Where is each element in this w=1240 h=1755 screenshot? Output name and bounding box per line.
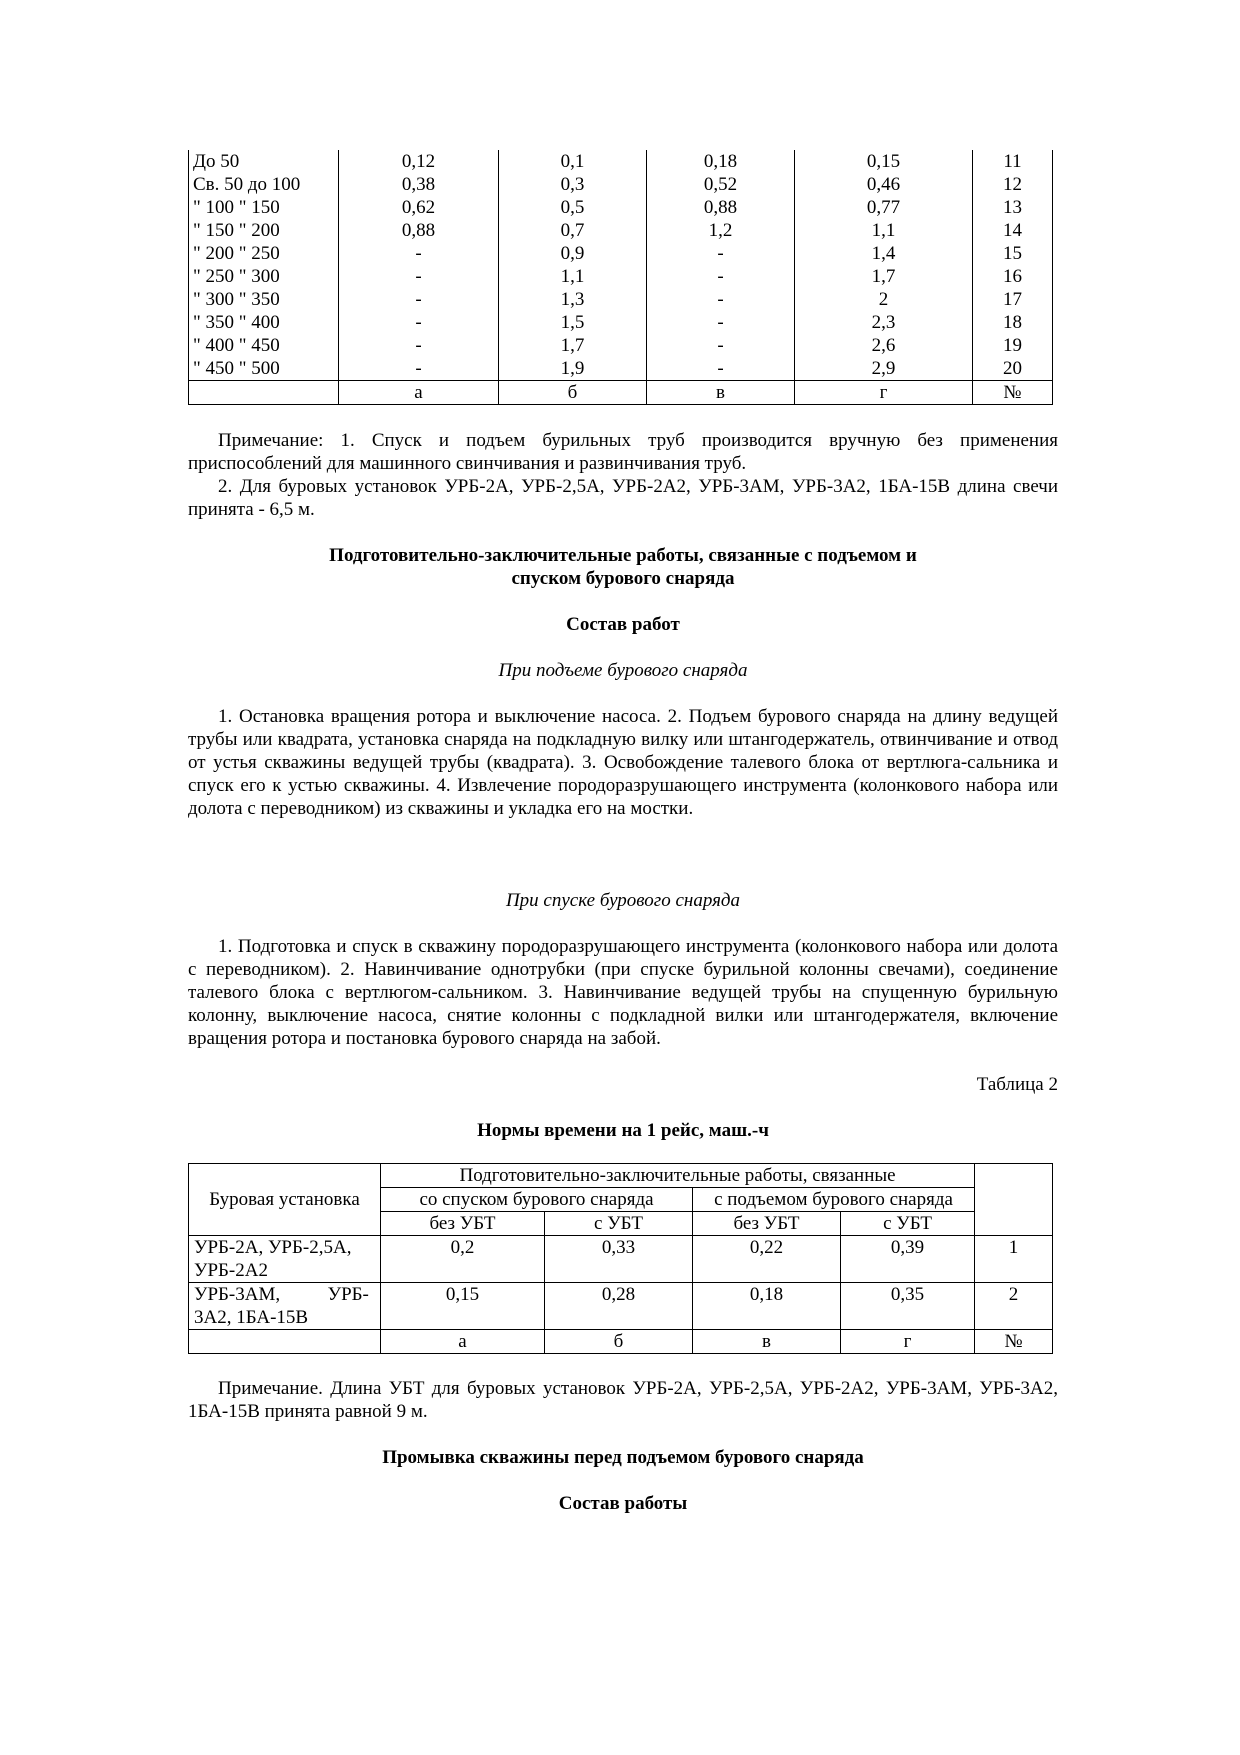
table-row xyxy=(189,288,1053,311)
row-number: 18 xyxy=(973,311,1053,334)
header-prep-works: Подготовительно-заключительные работы, связанные xyxy=(381,1164,975,1188)
header-with-ubt-1: с УБТ xyxy=(545,1212,693,1236)
column-letter-b: б xyxy=(499,381,647,405)
value-v: 1,2 xyxy=(647,219,795,242)
value-a: 0,38 xyxy=(339,173,499,196)
column-letter-g: г xyxy=(841,1330,975,1354)
value-g: 0,35 xyxy=(841,1283,975,1330)
value-b: 0,5 xyxy=(499,196,647,219)
row-number: 1 xyxy=(975,1236,1053,1283)
value-g: 1,1 xyxy=(795,219,973,242)
value-g: 2,6 xyxy=(795,334,973,357)
row-number: 13 xyxy=(973,196,1053,219)
value-b: 1,7 xyxy=(499,334,647,357)
value-b: 1,5 xyxy=(499,311,647,334)
lowering-description: 1. Подготовка и спуск в скважину породоразрушающего инструмента (колонкового набора или долота с переводником). 2. Навинчивание однотрубки (при спуске бурильной колонны свечами), соединение талевого блока с вертлюгом-сальником. 3. Навинчивание ведущей трубы на спущенную бурильную колонну, выключение насоса, снятие колонны с подкладной вилки или штангодержателя, включение вращения ротора и постановка бурового снаряда на забой. xyxy=(188,936,1058,1049)
value-v: 0,88 xyxy=(647,196,795,219)
value-g: 0,46 xyxy=(795,173,973,196)
range-cell: " 400 " 450 xyxy=(189,334,339,357)
rig-name-line-2: 3А2, 1БА-15В xyxy=(194,1307,309,1328)
column-letter-number: № xyxy=(973,381,1053,405)
value-b: 0,1 xyxy=(499,150,647,173)
value-g: 2,3 xyxy=(795,311,973,334)
table-row xyxy=(189,334,1053,357)
value-v: - xyxy=(647,288,795,311)
header-lowering: со спуском бурового снаряда xyxy=(381,1188,693,1212)
value-a: 0,2 xyxy=(381,1236,545,1283)
norms-table-continued xyxy=(188,150,1053,405)
time-norms-table xyxy=(188,1163,1053,1354)
row-number: 17 xyxy=(973,288,1053,311)
section-heading-line-1: Подготовительно-заключительные работы, связанные с подъемом и xyxy=(329,545,917,566)
rig-name-line-1: УРБ-3АМ, УРБ- xyxy=(194,1284,369,1305)
note-1-paragraph-2: 2. Для буровых установок УРБ-2А, УРБ-2,5А, УРБ-2А2, УРБ-3АМ, УРБ-3А2, 1БА-15В длина свечи принята - 6,5 м. xyxy=(188,476,1058,520)
column-letter-g: г xyxy=(795,381,973,405)
section-2-heading: Промывка скважины перед подъемом бурового снаряда xyxy=(382,1447,864,1468)
value-a: - xyxy=(339,357,499,381)
work-composition-heading: Состав работ xyxy=(566,614,680,635)
rig-name-cell xyxy=(189,1283,381,1330)
table-row xyxy=(189,265,1053,288)
range-cell: До 50 xyxy=(189,150,339,173)
value-b: 0,28 xyxy=(545,1283,693,1330)
letters-empty-cell xyxy=(189,1330,381,1354)
range-cell: " 300 " 350 xyxy=(189,288,339,311)
header-without-ubt-1: без УБТ xyxy=(381,1212,545,1236)
value-g: 1,4 xyxy=(795,242,973,265)
row-number: 15 xyxy=(973,242,1053,265)
section-2-work-composition: Состав работы xyxy=(558,1493,688,1514)
value-a: - xyxy=(339,334,499,357)
column-letter-a: а xyxy=(381,1330,545,1354)
value-b: 1,1 xyxy=(499,265,647,288)
row-number: 12 xyxy=(973,173,1053,196)
value-b: 0,3 xyxy=(499,173,647,196)
value-g: 1,7 xyxy=(795,265,973,288)
value-a: 0,88 xyxy=(339,219,499,242)
value-v: 0,52 xyxy=(647,173,795,196)
letters-empty-cell xyxy=(189,381,339,405)
section-heading-line-2: спуском бурового снаряда xyxy=(511,568,735,589)
value-v: 0,18 xyxy=(647,150,795,173)
value-b: 1,9 xyxy=(499,357,647,381)
column-letters-row xyxy=(189,381,1053,405)
table-row xyxy=(189,173,1053,196)
row-number: 16 xyxy=(973,265,1053,288)
table-2-title: Нормы времени на 1 рейс, маш.-ч xyxy=(477,1120,769,1141)
range-cell: " 200 " 250 xyxy=(189,242,339,265)
row-number: 11 xyxy=(973,150,1053,173)
table-2-label: Таблица 2 xyxy=(976,1074,1058,1095)
range-cell: " 350 " 400 xyxy=(189,311,339,334)
subheading-lowering: При спуске бурового снаряда xyxy=(505,890,741,911)
value-v: 0,22 xyxy=(693,1236,841,1283)
row-number: 19 xyxy=(973,334,1053,357)
value-a: 0,15 xyxy=(381,1283,545,1330)
value-a: - xyxy=(339,242,499,265)
table-row xyxy=(189,1283,1053,1330)
value-g: 2 xyxy=(795,288,973,311)
value-b: 0,7 xyxy=(499,219,647,242)
table-row xyxy=(189,357,1053,381)
range-cell: " 100 " 150 xyxy=(189,196,339,219)
table-row xyxy=(189,196,1053,219)
column-letter-a: а xyxy=(339,381,499,405)
column-letter-b: б xyxy=(545,1330,693,1354)
row-number: 20 xyxy=(973,357,1053,381)
row-number: 2 xyxy=(975,1283,1053,1330)
value-g: 0,39 xyxy=(841,1236,975,1283)
norms-table-body xyxy=(189,150,1053,405)
value-b: 0,33 xyxy=(545,1236,693,1283)
value-a: - xyxy=(339,311,499,334)
table-row xyxy=(189,311,1053,334)
column-letter-v: в xyxy=(693,1330,841,1354)
column-letters-row xyxy=(189,1330,1053,1354)
value-v: - xyxy=(647,242,795,265)
value-a: - xyxy=(339,288,499,311)
range-cell: Св. 50 до 100 xyxy=(189,173,339,196)
header-drilling-rig: Буровая установка xyxy=(189,1164,381,1236)
column-letter-number: № xyxy=(975,1330,1053,1354)
rig-name-line-2: УРБ-2А2 xyxy=(194,1260,268,1281)
value-a: - xyxy=(339,265,499,288)
row-number: 14 xyxy=(973,219,1053,242)
header-number-empty xyxy=(975,1164,1053,1236)
note-2-paragraph: Примечание. Длина УБТ для буровых установок УРБ-2А, УРБ-2,5А, УРБ-2А2, УРБ-3АМ, УРБ-3А2, 1БА-15В принята равной 9 м. xyxy=(188,1378,1058,1422)
table-row xyxy=(189,219,1053,242)
subheading-lifting: При подъеме бурового снаряда xyxy=(498,660,748,681)
value-v: - xyxy=(647,357,795,381)
range-cell: " 150 " 200 xyxy=(189,219,339,242)
header-without-ubt-2: без УБТ xyxy=(693,1212,841,1236)
value-a: 0,62 xyxy=(339,196,499,219)
range-cell: " 450 " 500 xyxy=(189,357,339,381)
value-g: 2,9 xyxy=(795,357,973,381)
value-v: 0,18 xyxy=(693,1283,841,1330)
lifting-description: 1. Остановка вращения ротора и выключение насоса. 2. Подъем бурового снаряда на длину ведущей трубы или квадрата, установка снаряда на подкладную вилку или штангодержатель, отвинчивание и отвод от устья скважины ведущей трубы (квадрата). 3. Освобождение талевого блока от вертлюга-сальника и спуск его к устью скважины. 4. Извлечение породоразрушающего инструмента (колонкового набора или долота с переводником) из скважины и укладка его на мостки. xyxy=(188,706,1058,819)
value-b: 1,3 xyxy=(499,288,647,311)
value-a: 0,12 xyxy=(339,150,499,173)
value-v: - xyxy=(647,334,795,357)
rig-name-line-1: УРБ-2А, УРБ-2,5А, xyxy=(194,1237,352,1258)
rig-name-cell xyxy=(189,1236,381,1283)
table-row xyxy=(189,1236,1053,1283)
value-b: 0,9 xyxy=(499,242,647,265)
value-v: - xyxy=(647,311,795,334)
range-cell: " 250 " 300 xyxy=(189,265,339,288)
document-page xyxy=(188,150,1058,1515)
header-lifting: с подъемом бурового снаряда xyxy=(693,1188,975,1212)
value-v: - xyxy=(647,265,795,288)
table-row xyxy=(189,242,1053,265)
value-g: 0,77 xyxy=(795,196,973,219)
note-1-paragraph-1: Примечание: 1. Спуск и подъем бурильных труб производится вручную без применения приспособлений для машинного свинчивания и развинчивания труб. xyxy=(188,430,1058,474)
column-letter-v: в xyxy=(647,381,795,405)
header-with-ubt-2: с УБТ xyxy=(841,1212,975,1236)
value-g: 0,15 xyxy=(795,150,973,173)
table-row xyxy=(189,150,1053,173)
